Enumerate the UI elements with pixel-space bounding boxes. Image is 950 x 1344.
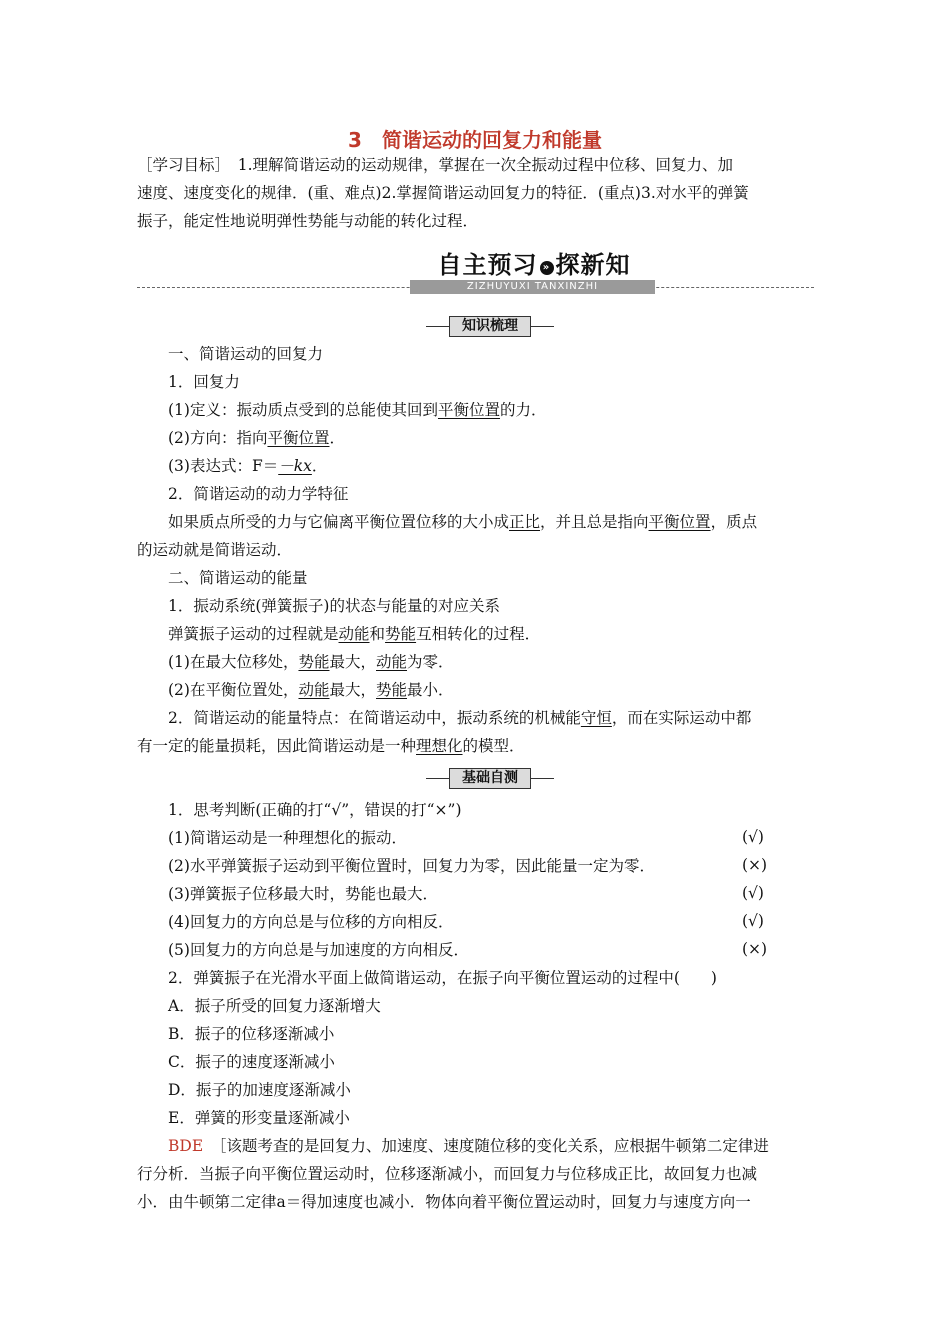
judge-mark: (×) (742, 856, 768, 874)
objectives-line: 振子，能定性地说明弹性势能与动能的转化过程． (137, 212, 479, 230)
judge-mark: (×) (742, 940, 768, 958)
question: 2．弹簧振子在光滑水平面上做简谐运动，在振子向平衡位置运动的过程中( ) (168, 969, 717, 987)
option: B．振子的位移逐渐减小 (168, 1025, 335, 1043)
subheading: 1．振动系统(弹簧振子)的状态与能量的对应关系 (168, 597, 500, 615)
option: E．弹簧的形变量逐渐减小 (168, 1109, 350, 1127)
paragraph-line: (2)在平衡位置处，动能最大，势能最小． (168, 681, 454, 699)
judge-mark: (√) (742, 828, 764, 846)
direction-line: (2)方向：指向平衡位置． (168, 429, 345, 447)
paragraph-line: 有一定的能量损耗，因此简谐运动是一种理想化的模型． (137, 737, 525, 755)
arrow-icon: » (540, 261, 554, 275)
banner-subtitle: ZIZHUYUXI TANXINZHI (410, 280, 655, 294)
paragraph-line: (1)在最大位移处，势能最大，动能为零． (168, 653, 454, 671)
section-banner (410, 250, 655, 294)
judge-mark: (√) (742, 884, 764, 902)
judge-item: (4)回复力的方向总是与位移的方向相反． (168, 913, 454, 931)
explanation-line: 小．由牛顿第二定律a＝得加速度也减小．物体向着平衡位置运动时，回复力与速度方向一 (137, 1193, 751, 1211)
banner-right-text: 探新知 (555, 251, 631, 279)
tag-knowledge (426, 315, 554, 337)
judge-item: (1)简谐运动是一种理想化的振动． (168, 829, 407, 847)
question: 1．思考判断(正确的打“√”，错误的打“×”) (168, 801, 462, 819)
explanation-line: BDE ［该题考查的是回复力、加速度、速度随位移的变化关系，应根据牛顿第二定律进 (168, 1137, 769, 1155)
judge-mark: (√) (742, 912, 764, 930)
section-heading: 二、简谐运动的能量 (168, 569, 308, 587)
answer-key: BDE (168, 1137, 204, 1155)
objectives-line: ［学习目标］ 1.理解简谐运动的运动规律，掌握在一次全振动过程中位移、回复力、加 (137, 156, 734, 174)
section-heading: 一、简谐运动的回复力 (168, 345, 324, 363)
paragraph-line: 的运动就是简谐运动． (137, 541, 293, 559)
objectives-line: 速度、速度变化的规律．(重、难点)2.掌握简谐运动回复力的特征．(重点)3.对水平的弹簧 (137, 184, 749, 202)
judge-item: (5)回复力的方向总是与加速度的方向相反． (168, 941, 469, 959)
paragraph-line: 如果质点所受的力与它偏离平衡位置位移的大小成正比，并且总是指向平衡位置，质点 (168, 513, 758, 531)
tag-label: 基础自测 (449, 768, 531, 789)
option: C．振子的速度逐渐减小 (168, 1053, 335, 1071)
expression-line: (3)表达式：F＝－kx． (168, 457, 328, 475)
page-title: 3 简谐运动的回复力和能量 (348, 128, 602, 152)
option: D．振子的加速度逐渐减小 (168, 1081, 351, 1099)
banner-left-text: 自主预习 (437, 251, 538, 279)
tag-selftest (426, 767, 554, 789)
explanation-line: 行分析．当振子向平衡位置运动时，位移逐渐减小，而回复力与位移成正比，故回复力也减 (137, 1165, 758, 1183)
subheading: 1．回复力 (168, 373, 240, 391)
option: A．振子所受的回复力逐渐增大 (168, 997, 381, 1015)
definition-line: (1)定义：振动质点受到的总能使其回到平衡位置的力． (168, 401, 547, 419)
paragraph-line: 2．简谐运动的能量特点：在简谐运动中，振动系统的机械能守恒，而在实际运动中都 (168, 709, 752, 727)
paragraph-line: 弹簧振子运动的过程就是动能和势能互相转化的过程． (168, 625, 541, 643)
judge-item: (2)水平弹簧振子运动到平衡位置时，回复力为零，因此能量一定为零． (168, 857, 655, 875)
judge-item: (3)弹簧振子位移最大时，势能也最大． (168, 885, 438, 903)
subheading: 2．简谐运动的动力学特征 (168, 485, 349, 503)
tag-label: 知识梳理 (449, 316, 531, 337)
